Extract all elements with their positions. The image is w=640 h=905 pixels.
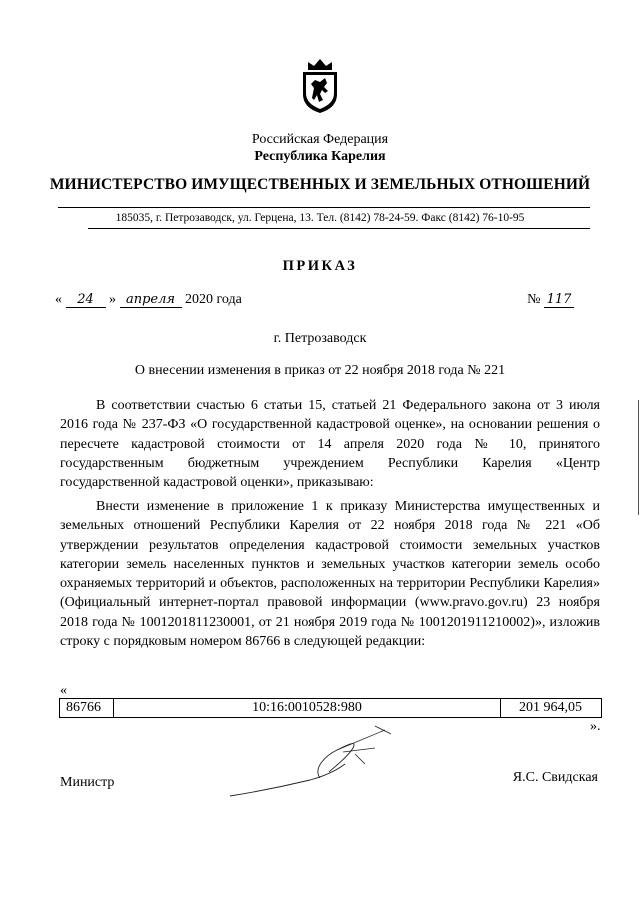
table-cell-row-number: 86766 bbox=[60, 699, 114, 717]
country-name: Российская Федерация bbox=[251, 132, 389, 147]
paragraph-basis: В соответствии счастью 6 статьи 15, статьей 21 Федерального закона от 3 июля 2016 года № 237-ФЗ «О государственной кадастровой оценке», на основании решения о пересчете кадастровой стоимости от 14 апреля 2020 года № 10, принятого государственным бюджетным учреждением Республики Карелия «Центр государственной кадастровой оценки», приказываю: bbox=[60, 398, 600, 491]
order-subject: О внесении изменения в приказ от 22 ноября 2018 года № 221 bbox=[134, 363, 506, 378]
date-month: апреля bbox=[120, 292, 182, 308]
date-open-quote: « bbox=[55, 292, 62, 307]
scan-edge-mark bbox=[638, 400, 639, 515]
number-prefix: № bbox=[527, 292, 541, 307]
handwritten-signature bbox=[225, 720, 395, 800]
signatory-name: Я.С. Свидская bbox=[512, 770, 598, 785]
table-cell-cadastral-value: 201 964,05 bbox=[519, 700, 582, 715]
header-divider bbox=[58, 207, 590, 208]
city: г. Петрозаводск bbox=[273, 331, 367, 346]
number-value: 117 bbox=[544, 292, 574, 308]
amendment-table bbox=[59, 698, 602, 718]
coat-of-arms-emblem bbox=[300, 58, 340, 114]
date-day: 24 bbox=[66, 292, 106, 308]
table-cell-cadastral-number: 10:16:0010528:980 bbox=[114, 699, 501, 717]
date-close-quote: » bbox=[109, 292, 116, 307]
quote-open: « bbox=[60, 683, 67, 698]
quote-close: ». bbox=[590, 719, 601, 734]
order-number bbox=[527, 292, 574, 308]
address-underline bbox=[88, 228, 590, 229]
order-date bbox=[55, 292, 242, 308]
date-year: 2020 года bbox=[185, 292, 242, 307]
signatory-title: Министр bbox=[60, 775, 115, 790]
paragraph-amendment: Внести изменение в приложение 1 к приказу Министерства имущественных и земельных отношений Республики Карелия от 22 ноября 2018 года № 221 «Об утверждении результатов определения кадастровой стоимости земельных участков категории земель населенных пунктов и земельных участков категории земель особо охраняемых территорий и объектов, расположенных на территории Республики Карелия» (Официальный интернет-портал правовой информации (www.pravo.gov.ru) 23 ноября 2018 года № 1001201811230001, от 21 ноября 2019 года № 1001201911210002)», изложив строку с порядковым номером 86766 в следующей редакции: bbox=[60, 499, 600, 650]
republic-name: Республика Карелия bbox=[254, 149, 386, 164]
ministry-name: МИНИСТЕРСТВО ИМУЩЕСТВЕННЫХ И ЗЕМЕЛЬНЫХ ОТНОШЕНИЙ bbox=[49, 176, 591, 193]
ministry-address: 185035, г. Петрозаводск, ул. Герцена, 13. Тел. (8142) 78-24-59. Факс (8142) 76-10-95 bbox=[115, 212, 525, 224]
document-title: ПРИКАЗ bbox=[282, 258, 358, 274]
